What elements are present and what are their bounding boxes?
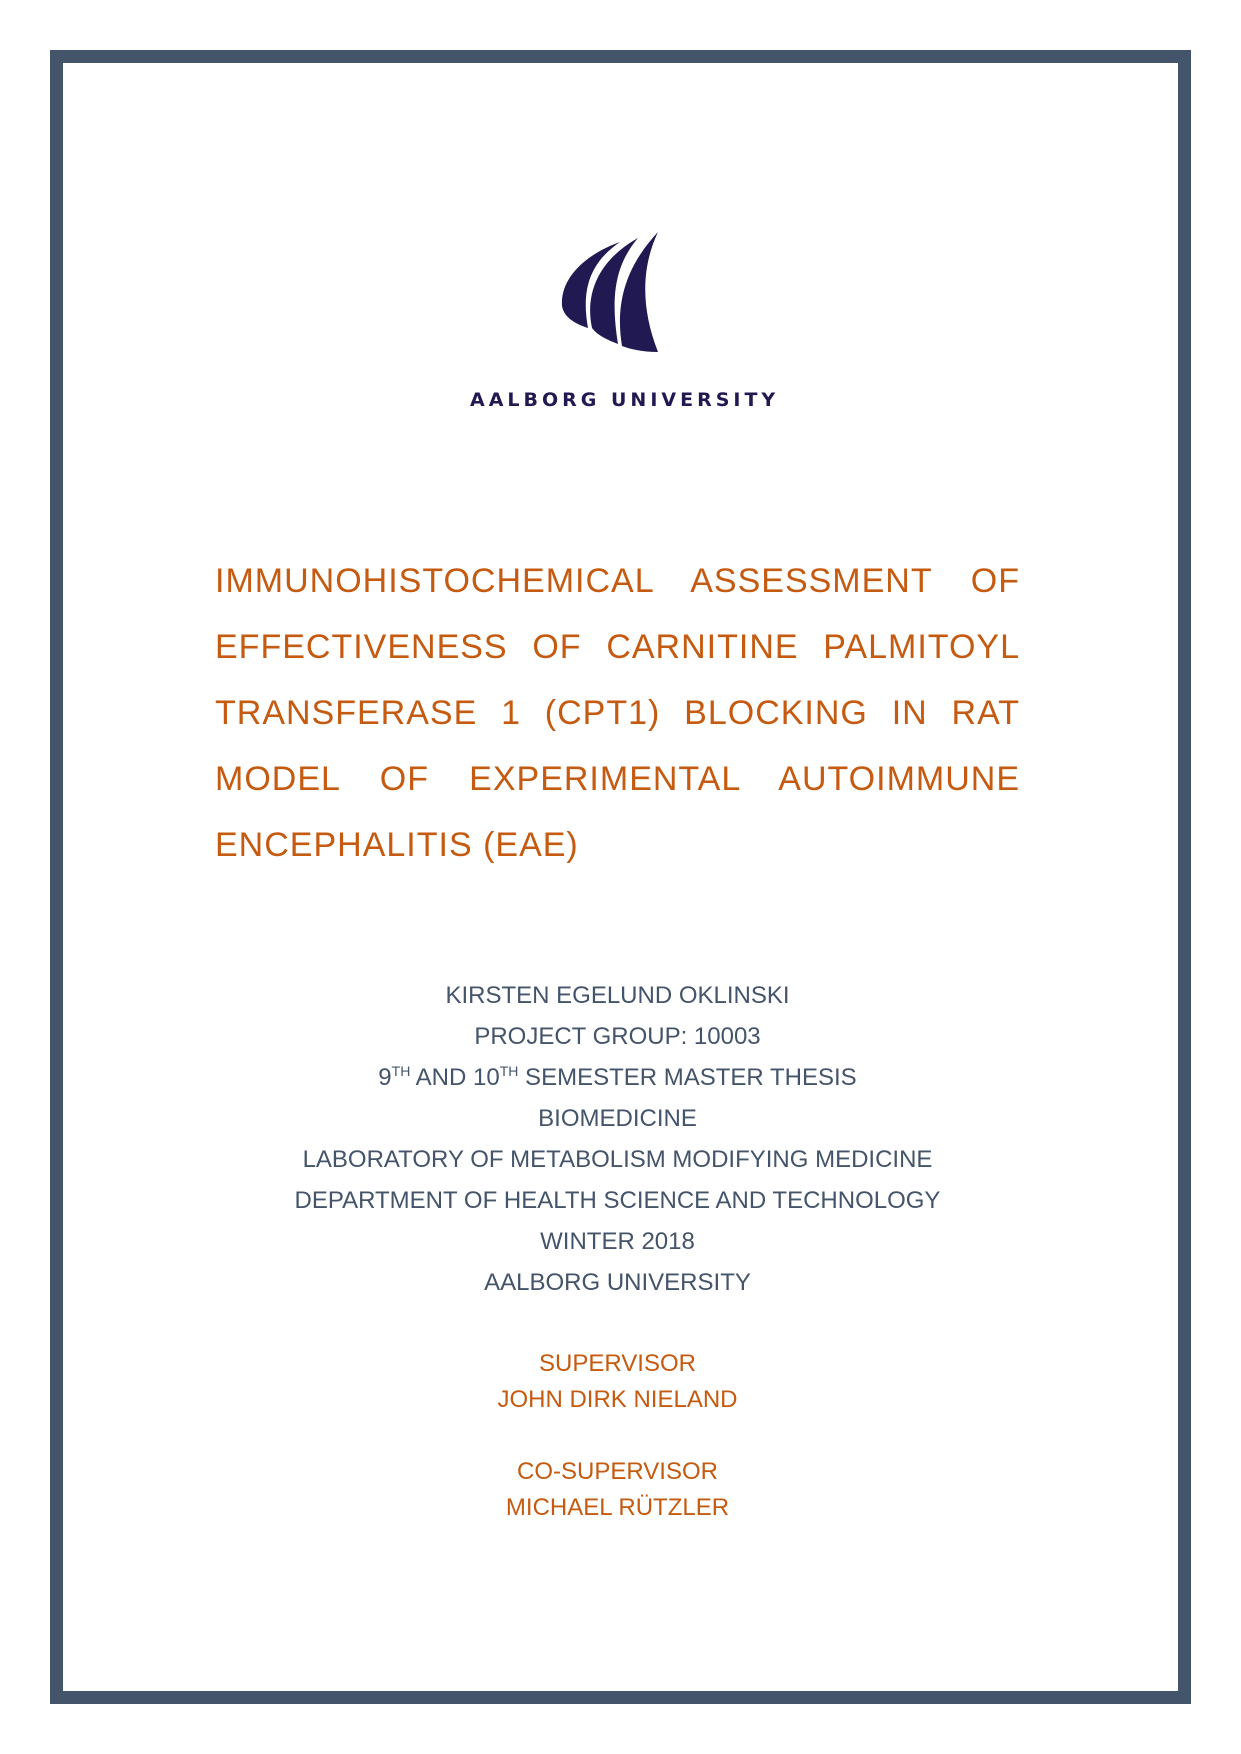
semester-ordinal-2: TH [499,1063,519,1079]
department: DEPARTMENT OF HEALTH SCIENCE AND TECHNOLOGY [294,1187,941,1214]
aalborg-university-logo-icon [558,228,664,354]
semester-number-1: 9 [378,1064,392,1091]
supervisors-block [215,1346,1020,1526]
university-wordmark: AALBORG UNIVERSITY [470,389,780,411]
supervisor-name: JOHN DIRK NIELAND [497,1386,738,1413]
semester-ordinal-1: TH [391,1063,411,1079]
cosupervisor-label: CO-SUPERVISOR [517,1458,718,1485]
thesis-details [215,975,1020,1303]
semester-line [215,1057,1020,1098]
cosupervisor-name: MICHAEL RÜTZLER [505,1494,730,1521]
project-group: PROJECT GROUP: 10003 [474,1023,761,1050]
laboratory: LABORATORY OF METABOLISM MODIFYING MEDICINE [302,1146,933,1173]
spacer [215,1418,1020,1454]
institution: AALBORG UNIVERSITY [484,1269,751,1296]
thesis-title: IMMUNOHISTOCHEMICAL ASSESSMENT OF EFFECTIVENESS OF CARNITINE PALMITOYL TRANSFERASE 1 (CPT1) BLOCKING IN RAT MODEL OF EXPERIMENTAL AUTOIMMUNE ENCEPHALITIS (EAE) [215,562,1020,864]
semester-number-2: AND 10 [410,1064,500,1091]
semester-description: SEMESTER MASTER THESIS [518,1064,857,1091]
programme: BIOMEDICINE [538,1105,697,1132]
term: WINTER 2018 [540,1228,695,1255]
author-name: KIRSTEN EGELUND OKLINSKI [445,982,790,1009]
supervisor-label: SUPERVISOR [539,1350,696,1377]
